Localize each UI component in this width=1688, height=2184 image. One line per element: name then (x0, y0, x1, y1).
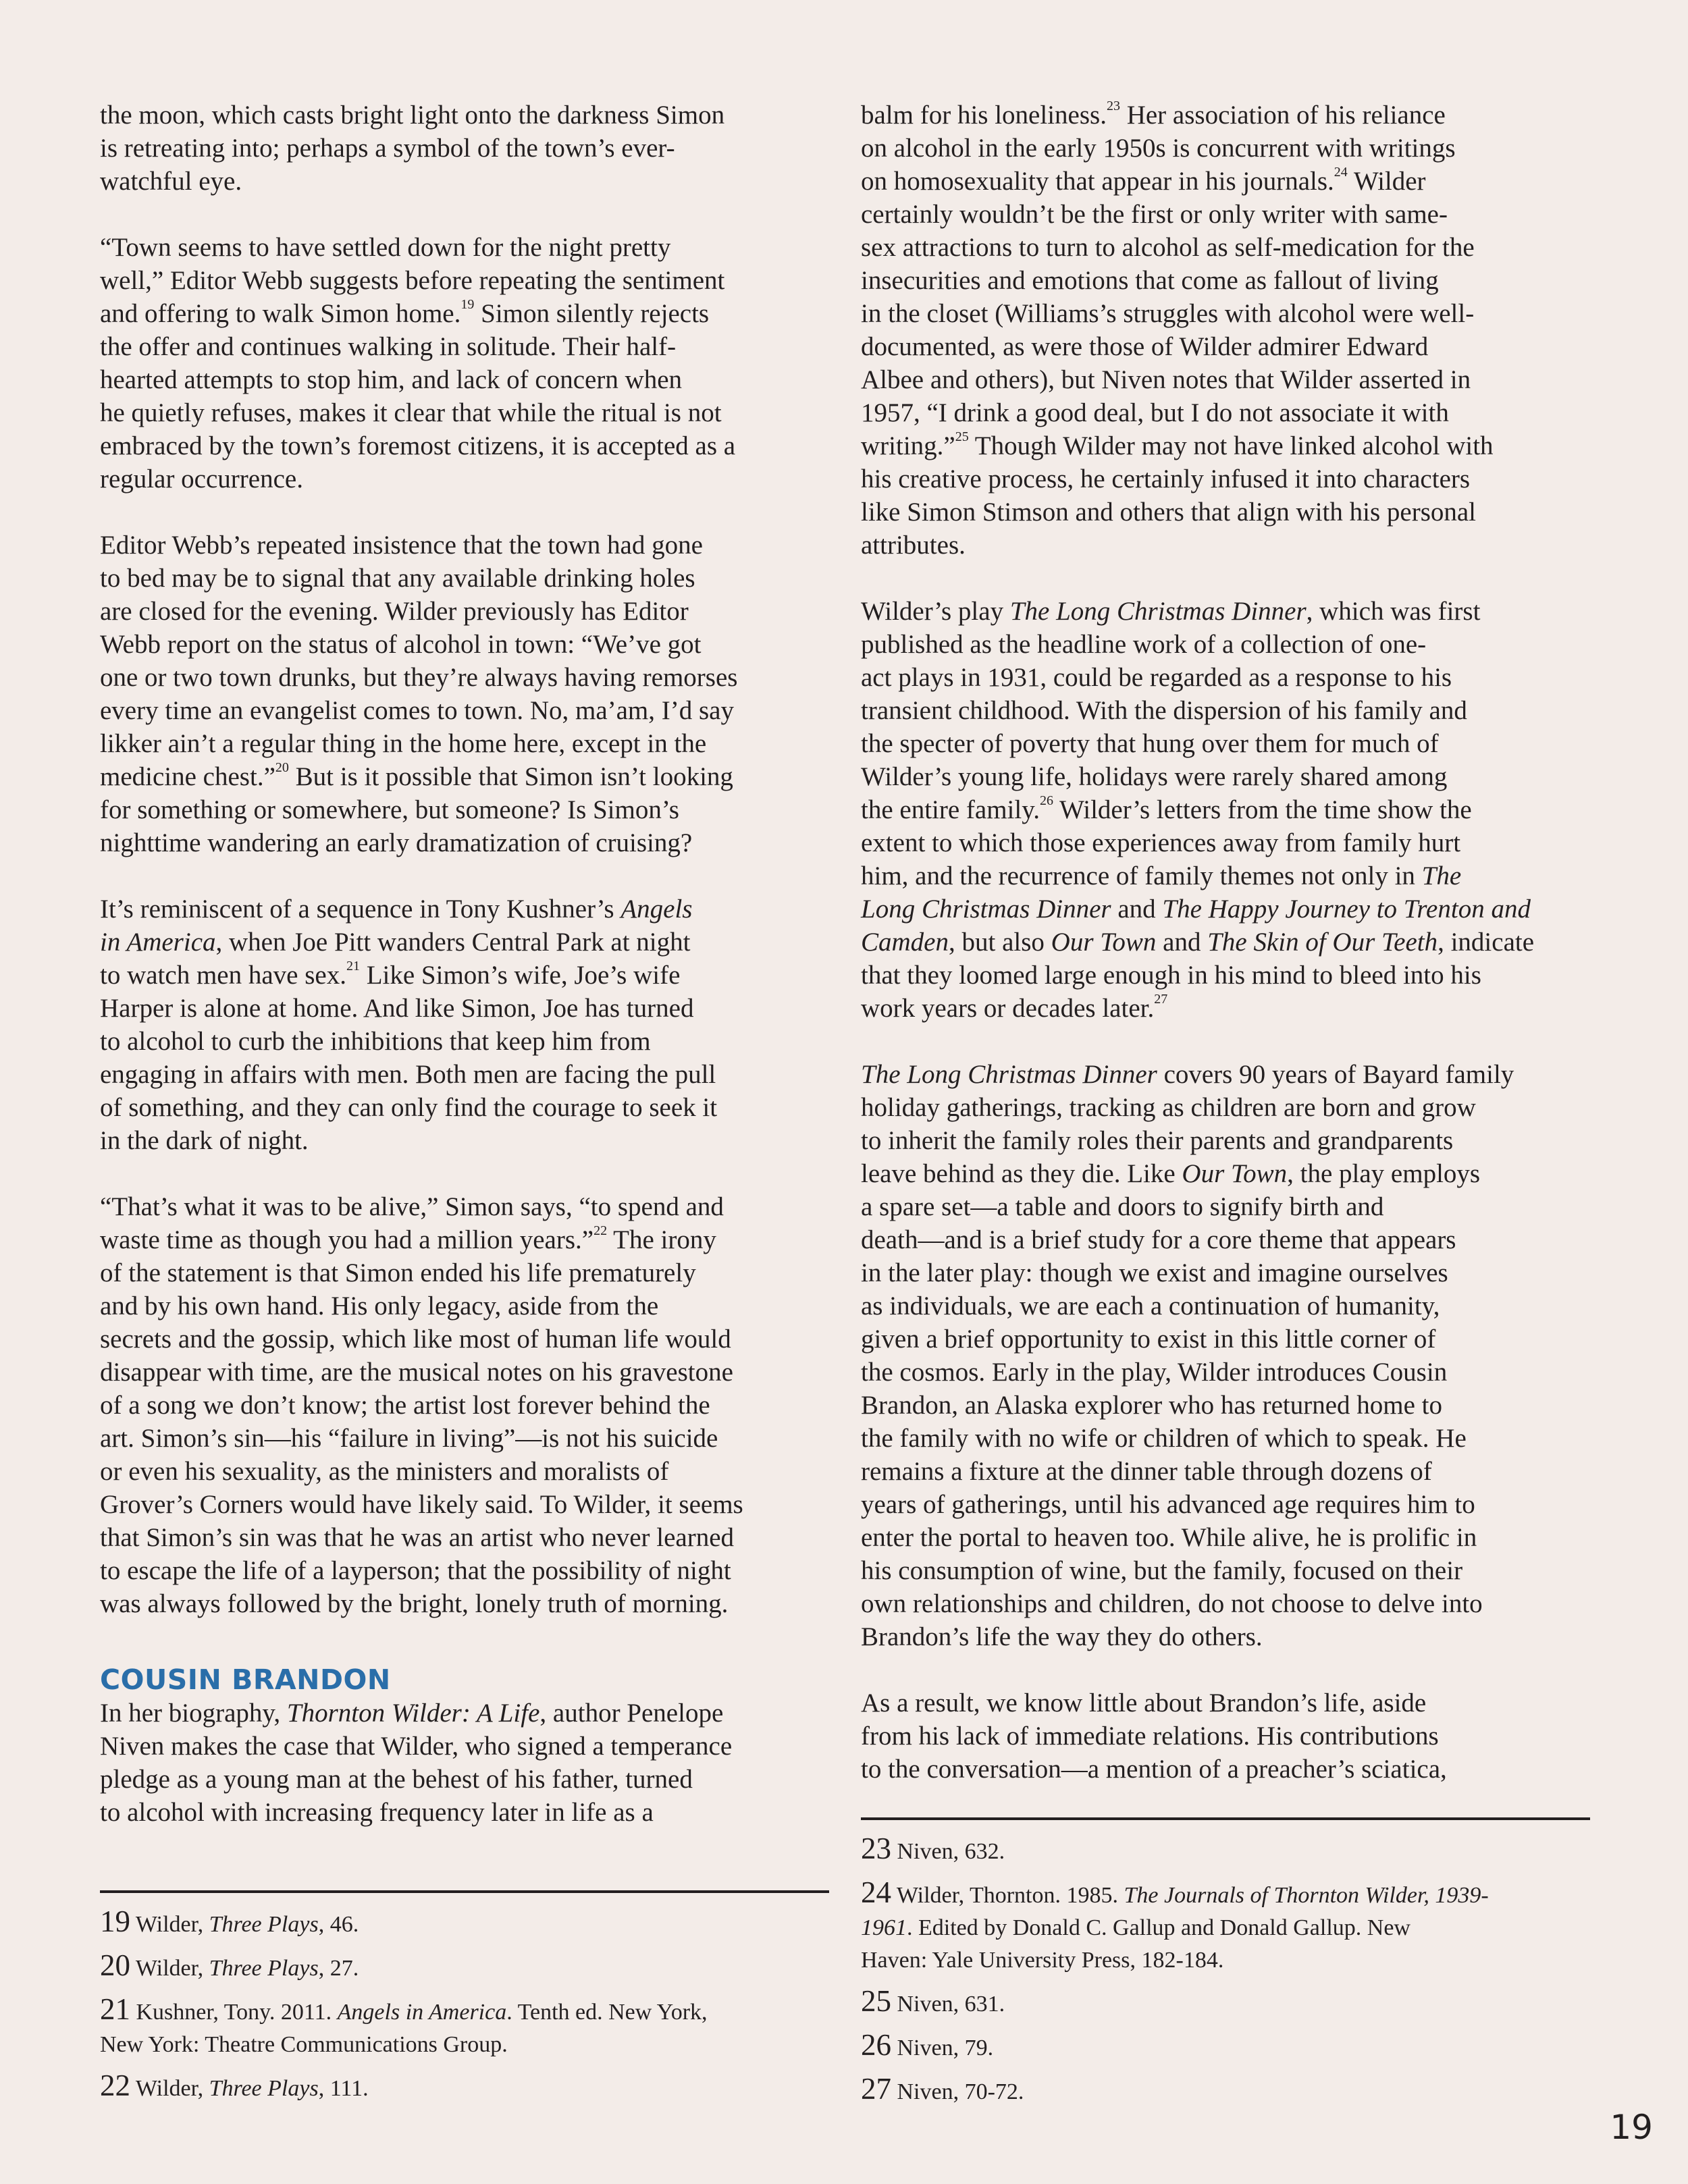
paragraph-text: , but also (949, 928, 1051, 957)
footnote-text: . Tenth ed. New York, New York: Theatre Communications Group. (100, 2000, 708, 2057)
footnote-text: Wilder, (135, 2076, 209, 2101)
paragraph-text: and (1111, 895, 1163, 924)
footnotes-right (861, 1817, 1590, 2116)
footnote-number: 26 (861, 2028, 891, 2062)
work-title: The Long Christmas Dinner (861, 1060, 1157, 1089)
left-column (100, 99, 829, 1829)
footnote-number: 27 (861, 2072, 891, 2106)
paragraph-text: , when Joe Pitt wanders Central Park at night to watch men have sex. (100, 928, 691, 990)
footnote-text: , 111. (318, 2076, 369, 2101)
paragraph-text: It’s reminiscent of a sequence in Tony Kushner’s (100, 895, 621, 924)
paragraph (100, 1190, 829, 1620)
footnote-title: Angels in America (337, 2000, 507, 2025)
paragraph-text: Wilder certainly wouldn’t be the first or only writer with same- sex attractions to turn to alcohol as self-medication for the insecurities and emotions that come as fallout of living in the closet (Williams’s struggles with alcohol were well- documented, as were those of Wilder admirer Edward Albee and others), but Niven notes that Wilder asserted in 1957, “I drink a good deal, but I do not associate it with writing.” (861, 167, 1475, 460)
footnote-ref[interactable]: 22 (594, 1223, 608, 1238)
footnote (861, 2029, 1590, 2065)
paragraph-text: , which was first published as the headline work of a collection of one- act plays in 1931, could be regarded as a response to his transient childhood. With the dispersion of his family and the specter of poverty that hung over them for much of Wilder’s young life, holidays were rarely shared among the entire family. (861, 597, 1481, 824)
work-title: The Long Christmas Dinner (1009, 597, 1307, 626)
footnote-text: Wilder, Thornton. 1985. (896, 1883, 1124, 1908)
footnote-ref[interactable]: 20 (275, 760, 289, 775)
footnote (861, 1985, 1590, 2021)
paragraph-text: Though Wilder may not have linked alcohol with his creative process, he certainly infused it into characters like Simon Stimson and others that align with his personal attributes. (861, 431, 1494, 560)
paragraph-text: the moon, which casts bright light onto the darkness Simon is retreating into; perhaps a symbol of the town’s ever- watchful eye. (100, 101, 725, 196)
paragraph-text: covers 90 years of Bayard family holiday gatherings, tracking as children are born and grow to inherit the family roles their parents and grandparents leave behind as they die. Like (861, 1060, 1514, 1188)
paragraph-text: As a result, we know little about Brandon’s life, aside from his lack of immediate relations. His contributions to the conversation—a mention of a preacher’s sciatica, (861, 1688, 1447, 1784)
footnote (861, 1876, 1590, 1977)
footnote-title: The Journals of Thornton Wilder, 1939- 1961 (861, 1883, 1489, 1940)
paragraph (100, 1697, 829, 1829)
work-title: The Happy Journey to Trenton and Camden (861, 895, 1531, 957)
footnote-text: Wilder, (135, 1912, 209, 1937)
paragraph-text: The irony of the statement is that Simon ended his life prematurely and by his own hand. His only legacy, aside from the secrets and the gossip, which like most of human life would disappear with time, are the musical notes on his gravestone of a song we don’t know; the artist lost forever behind the art. Simon’s sin—his “failure in living”—is not his suicide or even his sexuality, as the ministers and moralists of Grover’s Corners would have likely said. To Wilder, it seems that Simon’s sin was that he was an artist who never learned to escape the life of a layperson; that the possibility of night was always followed by the bright, lonely truth of morning. (100, 1225, 743, 1618)
paragraph (100, 99, 829, 198)
footnote-title: Three Plays (209, 2076, 319, 2101)
paragraph-text: In her biography, (100, 1699, 287, 1728)
paragraph (100, 529, 829, 859)
paragraph-text: Wilder’s play (861, 597, 1010, 626)
work-title: Our Town (1051, 928, 1157, 957)
footnote-number: 19 (100, 1905, 130, 1938)
footnote-number: 21 (100, 1992, 130, 2026)
footnote (861, 1832, 1590, 1868)
work-title: Angels in America (100, 895, 693, 957)
paragraph (100, 893, 829, 1157)
paragraph-text: , indicate that they loomed large enough in his mind to bleed into his work years or decades later. (861, 928, 1535, 1023)
footnote-text: Kushner, Tony. 2011. (136, 2000, 338, 2025)
footnote-title: Three Plays (209, 1956, 319, 1981)
paragraph-text: But is it possible that Simon isn’t looking for something or somewhere, but someone? Is Simon’s nighttime wandering an early dramatization of cruising? (100, 762, 733, 857)
footnote (100, 2069, 829, 2105)
footnote (861, 2073, 1590, 2108)
paragraph-text: , the play employs a spare set—a table and doors to signify birth and death—and is a brief study for a core theme that appears in the later play: though we exist and imagine ourselves as individuals, we are each a continuation of humanity, given a brief opportunity to exist in this little corner of the cosmos. Early in the play, Wilder introduces Cousin Brandon, an Alaska explorer who has returned home to the family with no wife or children of which to speak. He remains a fixture at the dinner table through dozens of years of gatherings, until his advanced age requires him to enter the portal to heaven too. While alive, he is prolific in his consumption of wine, but the family, focused on their own relationships and children, do not choose to delve into Brandon’s life the way they do others. (861, 1159, 1483, 1651)
paragraph-text: Editor Webb’s repeated insistence that the town had gone to bed may be to signal that any available drinking holes are closed for the evening. Wilder previously has Editor Webb report on the status of alcohol in town: “We’ve got one or two town drunks, but they’re always having remorses every time an evangelist comes to town. No, ma’am, I’d say likker ain’t a regular thing in the home here, except in the medicine chest.” (100, 531, 738, 791)
footnote-text: . Edited by Donald C. Gallup and Donald Gallup. New Haven: Yale University Press, 182-184. (861, 1915, 1410, 1973)
paragraph (861, 1058, 1590, 1653)
footnote-number: 24 (861, 1875, 891, 1909)
paragraph-text: , author Penelope Niven makes the case that Wilder, who signed a temperance pledge as a young man at the behest of his father, turned to alcohol with increasing frequency later in life as a (100, 1699, 733, 1827)
footnotes-left (100, 1890, 829, 2113)
section-heading: COUSIN BRANDON (100, 1663, 391, 1696)
footnote-ref[interactable]: 19 (460, 297, 475, 312)
footnote-ref[interactable]: 24 (1334, 165, 1348, 180)
work-title: The Long Christmas Dinner (861, 861, 1462, 924)
footnote-number: 20 (100, 1948, 130, 1982)
footnote-text: , 46. (318, 1912, 359, 1937)
work-title: Our Town (1182, 1159, 1288, 1188)
work-title: The Skin of Our Teeth (1207, 928, 1438, 957)
footnote-ref[interactable]: 21 (346, 959, 360, 974)
paragraph-text: Her association of his reliance on alcohol in the early 1950s is concurrent with writings on homosexuality that appear in his journals. (861, 101, 1456, 196)
footnote-text: Niven, 632. (897, 1839, 1005, 1864)
footnote (100, 1993, 829, 2061)
paragraph-text: and (1156, 928, 1208, 957)
footnote-ref[interactable]: 25 (955, 429, 969, 444)
footnote-ref[interactable]: 27 (1154, 992, 1168, 1007)
footnote (100, 1949, 829, 1985)
footnote-number: 22 (100, 2069, 130, 2102)
paragraph-text: “That’s what it was to be alive,” Simon says, “to spend and waste time as though you had a million years.” (100, 1192, 724, 1254)
paragraph (100, 231, 829, 496)
footnote-ref[interactable]: 26 (1039, 793, 1053, 808)
page-number: 19 (1610, 2108, 1653, 2147)
footnote-text: Niven, 631. (897, 1992, 1005, 2017)
right-column (861, 99, 1590, 1786)
paragraph (861, 99, 1590, 562)
footnote-ref[interactable]: 23 (1106, 99, 1120, 113)
footnote-text: Niven, 79. (897, 2035, 994, 2060)
paragraph-text: Like Simon’s wife, Joe’s wife Harper is alone at home. And like Simon, Joe has turned to alcohol to curb the inhibitions that keep him from engaging in affairs with men. Both men are facing the pull of something, and they can only find the courage to seek it in the dark of night. (100, 961, 718, 1155)
paragraph-text: Simon silently rejects the offer and continues walking in solitude. Their half- hearted attempts to stop him, and lack of concern when he quietly refuses, makes it clear that while the ritual is not embraced by the town’s foremost citizens, it is accepted as a regular occurrence. (100, 299, 736, 494)
footnote-number: 25 (861, 1984, 891, 2018)
footnote (100, 1905, 829, 1941)
footnote-number: 23 (861, 1832, 891, 1865)
paragraph-text: “Town seems to have settled down for the night pretty well,” Editor Webb suggests before repeating the sentiment and offering to walk Simon home. (100, 233, 725, 328)
footnote-text: Niven, 70-72. (897, 2079, 1024, 2104)
footnote-text: Wilder, (135, 1956, 209, 1981)
footnote-title: Three Plays (209, 1912, 319, 1937)
work-title: Thornton Wilder: A Life (286, 1699, 540, 1728)
paragraph-text: Wilder’s letters from the time show the extent to which those experiences away from family hurt him, and the recurrence of family themes not only in (861, 795, 1472, 890)
paragraph-text: balm for his loneliness. (861, 101, 1107, 130)
paragraph (861, 595, 1590, 1025)
paragraph (861, 1686, 1590, 1786)
footnote-text: , 27. (318, 1956, 359, 1981)
